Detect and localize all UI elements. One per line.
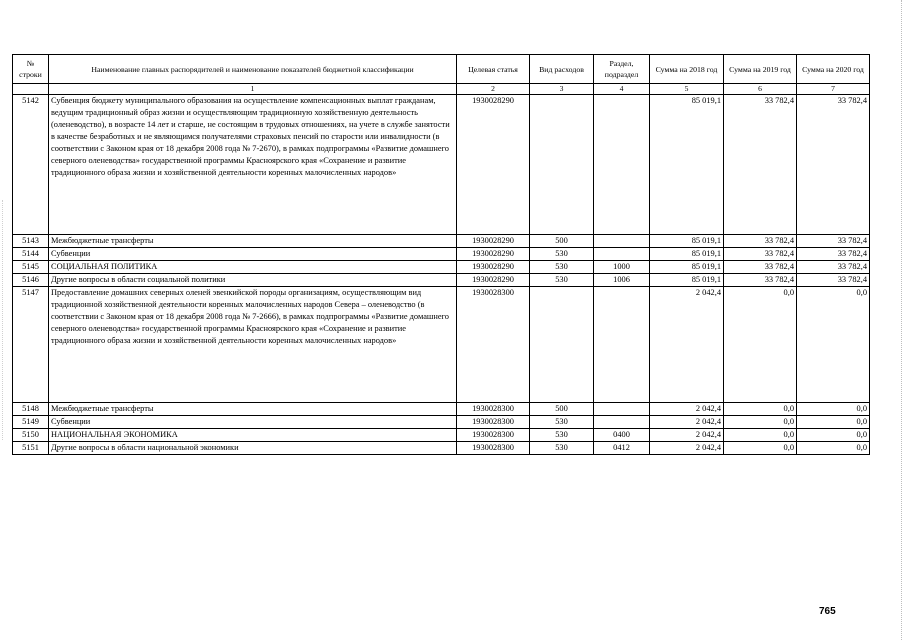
row-sum-2020: 0,0	[797, 403, 870, 416]
column-number: 4	[594, 84, 650, 95]
row-sum-2020: 33 782,4	[797, 274, 870, 287]
header-sum-2020: Сумма на 2020 год	[797, 55, 870, 84]
row-sum-2018: 85 019,1	[650, 95, 724, 235]
row-sum-2018: 2 042,4	[650, 442, 724, 455]
row-name: СОЦИАЛЬНАЯ ПОЛИТИКА	[49, 261, 457, 274]
row-sum-2018: 85 019,1	[650, 274, 724, 287]
row-name: Межбюджетные трансферты	[49, 235, 457, 248]
page-edge-rule-left	[2, 200, 4, 440]
row-name: Другие вопросы в области социальной политики	[49, 274, 457, 287]
column-number: 3	[530, 84, 594, 95]
row-target-article: 1930028300	[457, 442, 530, 455]
row-sum-2020: 0,0	[797, 416, 870, 429]
column-number: 1	[49, 84, 457, 95]
column-number: 7	[797, 84, 870, 95]
table-row	[13, 416, 870, 429]
table-row	[13, 95, 870, 235]
header-sum-2018: Сумма на 2018 год	[650, 55, 724, 84]
table-row	[13, 261, 870, 274]
row-number: 5146	[13, 274, 49, 287]
row-sum-2020: 33 782,4	[797, 248, 870, 261]
row-name: Субвенции	[49, 416, 457, 429]
page-number: 765	[819, 606, 836, 617]
row-expense-type: 530	[530, 442, 594, 455]
row-sum-2018: 85 019,1	[650, 261, 724, 274]
row-name: Межбюджетные трансферты	[49, 403, 457, 416]
row-section	[594, 416, 650, 429]
row-section: 1006	[594, 274, 650, 287]
row-number: 5143	[13, 235, 49, 248]
row-target-article: 1930028300	[457, 287, 530, 403]
header-row-number: № строки	[13, 55, 49, 84]
row-sum-2019: 33 782,4	[724, 95, 797, 235]
row-sum-2018: 85 019,1	[650, 235, 724, 248]
row-target-article: 1930028290	[457, 95, 530, 235]
row-sum-2020: 33 782,4	[797, 235, 870, 248]
header-target-article: Целевая статья	[457, 55, 530, 84]
page-edge-rule	[901, 0, 903, 640]
table-header-row	[13, 55, 870, 84]
header-section: Раздел, подраздел	[594, 55, 650, 84]
header-expense-type: Вид расходов	[530, 55, 594, 84]
table-row	[13, 287, 870, 403]
row-sum-2019: 33 782,4	[724, 248, 797, 261]
table-row	[13, 248, 870, 261]
row-number: 5147	[13, 287, 49, 403]
row-number: 5151	[13, 442, 49, 455]
row-sum-2019: 33 782,4	[724, 235, 797, 248]
row-expense-type: 530	[530, 416, 594, 429]
row-section	[594, 248, 650, 261]
row-name: Предоставление домашних северных оленей эвенкийской породы организациям, осуществляющим вид традиционной хозяйственной деятельности коренных малочисленных народов Севера – оленеводство (в соответствии с Законом края от 18 декабря 2008 года № 7-2666), в рамках подпрограммы «Развитие домашнего северного оленеводства» государственной программы Красноярского края «Сохранение и развитие традиционного образа жизни и хозяйственной деятельности коренных малочисленных народов»	[49, 287, 457, 403]
row-number: 5145	[13, 261, 49, 274]
row-target-article: 1930028290	[457, 235, 530, 248]
row-expense-type: 500	[530, 403, 594, 416]
table-row	[13, 429, 870, 442]
row-section	[594, 403, 650, 416]
header-name: Наименование главных распорядителей и наименование показателей бюджетной классификации	[49, 55, 457, 84]
row-expense-type	[530, 287, 594, 403]
row-target-article: 1930028290	[457, 261, 530, 274]
row-section	[594, 235, 650, 248]
table-row	[13, 442, 870, 455]
row-sum-2020: 33 782,4	[797, 261, 870, 274]
row-expense-type: 530	[530, 248, 594, 261]
row-section: 1000	[594, 261, 650, 274]
row-number: 5150	[13, 429, 49, 442]
row-sum-2019: 0,0	[724, 287, 797, 403]
column-number	[13, 84, 49, 95]
row-sum-2019: 0,0	[724, 429, 797, 442]
row-target-article: 1930028300	[457, 416, 530, 429]
row-name: НАЦИОНАЛЬНАЯ ЭКОНОМИКА	[49, 429, 457, 442]
row-name: Другие вопросы в области национальной экономики	[49, 442, 457, 455]
row-target-article: 1930028290	[457, 274, 530, 287]
row-section: 0412	[594, 442, 650, 455]
row-sum-2020: 0,0	[797, 287, 870, 403]
row-sum-2020: 0,0	[797, 442, 870, 455]
column-number: 2	[457, 84, 530, 95]
row-number: 5144	[13, 248, 49, 261]
row-sum-2019: 0,0	[724, 416, 797, 429]
row-sum-2019: 33 782,4	[724, 261, 797, 274]
budget-table	[12, 54, 870, 455]
header-sum-2019: Сумма на 2019 год	[724, 55, 797, 84]
table-row	[13, 403, 870, 416]
row-sum-2018: 2 042,4	[650, 403, 724, 416]
row-target-article: 1930028300	[457, 429, 530, 442]
column-number: 5	[650, 84, 724, 95]
column-number-row	[13, 84, 870, 95]
row-section	[594, 95, 650, 235]
row-sum-2018: 2 042,4	[650, 287, 724, 403]
row-expense-type: 500	[530, 235, 594, 248]
table-row	[13, 274, 870, 287]
row-sum-2020: 0,0	[797, 429, 870, 442]
row-sum-2018: 2 042,4	[650, 416, 724, 429]
table-row	[13, 235, 870, 248]
row-section	[594, 287, 650, 403]
row-expense-type: 530	[530, 429, 594, 442]
row-number: 5148	[13, 403, 49, 416]
row-number: 5142	[13, 95, 49, 235]
row-sum-2019: 0,0	[724, 442, 797, 455]
row-number: 5149	[13, 416, 49, 429]
row-sum-2020: 33 782,4	[797, 95, 870, 235]
column-number: 6	[724, 84, 797, 95]
row-expense-type: 530	[530, 274, 594, 287]
row-sum-2019: 33 782,4	[724, 274, 797, 287]
row-section: 0400	[594, 429, 650, 442]
row-sum-2019: 0,0	[724, 403, 797, 416]
row-target-article: 1930028290	[457, 248, 530, 261]
row-name: Субвенция бюджету муниципального образования на осуществление компенсационных выплат гражданам, ведущим традиционный образ жизни и осуществляющим традиционную хозяйственную деятельность (оленеводство), в возрасте 14 лет и старше, не состоящим в трудовых отношениях, на учете в службе занятости в качестве безработных и не являющимся получателями страховых пенсий по старости или инвалидности (в соответствии с Законом края от 18 декабря 2008 года № 7-2670), в рамках подпрограммы «Развитие домашнего северного оленеводства» государственной программы Красноярского края «Сохранение и развитие традиционного образа жизни и хозяйственной деятельности коренных малочисленных народов»	[49, 95, 457, 235]
row-sum-2018: 85 019,1	[650, 248, 724, 261]
row-name: Субвенции	[49, 248, 457, 261]
row-expense-type	[530, 95, 594, 235]
row-sum-2018: 2 042,4	[650, 429, 724, 442]
row-target-article: 1930028300	[457, 403, 530, 416]
row-expense-type: 530	[530, 261, 594, 274]
